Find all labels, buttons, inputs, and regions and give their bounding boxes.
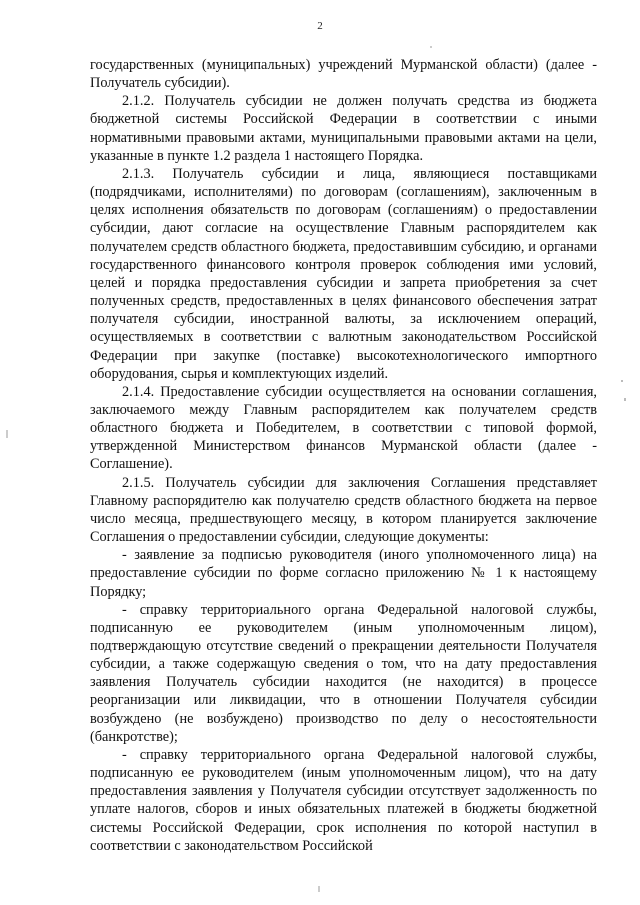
paragraph-2-1-5: 2.1.5. Получатель субсидии для заключения Соглашения представляет Главному распорядителю как получателю средств областного бюджета на первое число месяца, предшествующего месяцу, в котором планируется заключение Соглашения о предоставлении субсидии, следующие документы:	[90, 474, 597, 546]
scan-speck	[621, 380, 623, 382]
scan-speck	[624, 398, 626, 401]
document-text	[90, 56, 597, 855]
paragraph-2-1-4: 2.1.4. Предоставление субсидии осуществляется на основании соглашения, заключаемого между Главным распорядителем как получателем средств областного бюджета и Победителем, в соответствии с типовой формой, утвержденной Министерством финансов Мурманской области (далее - Соглашение).	[90, 383, 597, 473]
scan-speck	[6, 430, 8, 438]
scan-speck	[430, 46, 432, 48]
scan-speck	[318, 886, 320, 892]
paragraph-2-1-2: 2.1.2. Получатель субсидии не должен получать средства из бюджета бюджетной системы Российской Федерации в соответствии с иными нормативными правовыми актами, муниципальными правовыми актами на цели, указанные в пункте 1.2 раздела 1 настоящего Порядка.	[90, 93, 597, 164]
list-item-tax-certificate-status: - справку территориального органа Федеральной налоговой службы, подписанную ее руководителем (иным уполномоченным лицом), подтверждающую отсутствие сведений о прекращении деятельности Получателя субсидии, а также содержащую сведения о том, что на дату предоставления заявления Получатель субсидии находится (не находится) в процессе реорганизации или ликвидации, что в отношении Получателя субсидии возбуждено (не возбуждено) производство по делу о несостоятельности (банкротстве);	[90, 601, 597, 745]
list-item-application: - заявление за подписью руководителя (иного уполномоченного лица) на предоставление субсидии по форме согласно приложению № 1 к настоящему Порядку;	[90, 547, 597, 600]
page-number: 2	[317, 20, 323, 32]
paragraph-continuation: государственных (муниципальных) учреждений Мурманской области) (далее - Получатель субсидии).	[90, 57, 597, 92]
list-item-tax-certificate-debt: - справку территориального органа Федеральной налоговой службы, подписанную ее руководителем (иным уполномоченным лицом), что на дату предоставления заявления у Получателя субсидии отсутствует задолженность по уплате налогов, сборов и иных обязательных платежей в бюджеты бюджетной системы Российской Федерации, срок исполнения по которой наступил в соответствии с законодательством Российской	[90, 746, 597, 854]
paragraph-2-1-3: 2.1.3. Получатель субсидии и лица, являющиеся поставщиками (подрядчиками, исполнителями) по договорам (соглашениям), заключенным в целях исполнения обязательств по договорам (соглашениям) о предоставлении субсидии, дают согласие на осуществление Главным распорядителем как получателем средств областного бюджета, предоставившим субсидию, и органами государственного финансового контроля проверок соблюдения ими условий, целей и порядка предоставления субсидии и запрета приобретения за счет полученных средств, предоставленных в целях финансового обеспечения затрат получателя субсидии, иностранной валюты, за исключением операций, осуществляемых в соответствии с валютным законодательством Российской Федерации при закупке (поставке) высокотехнологического импортного оборудования, сырья и комплектующих изделий.	[90, 165, 597, 382]
